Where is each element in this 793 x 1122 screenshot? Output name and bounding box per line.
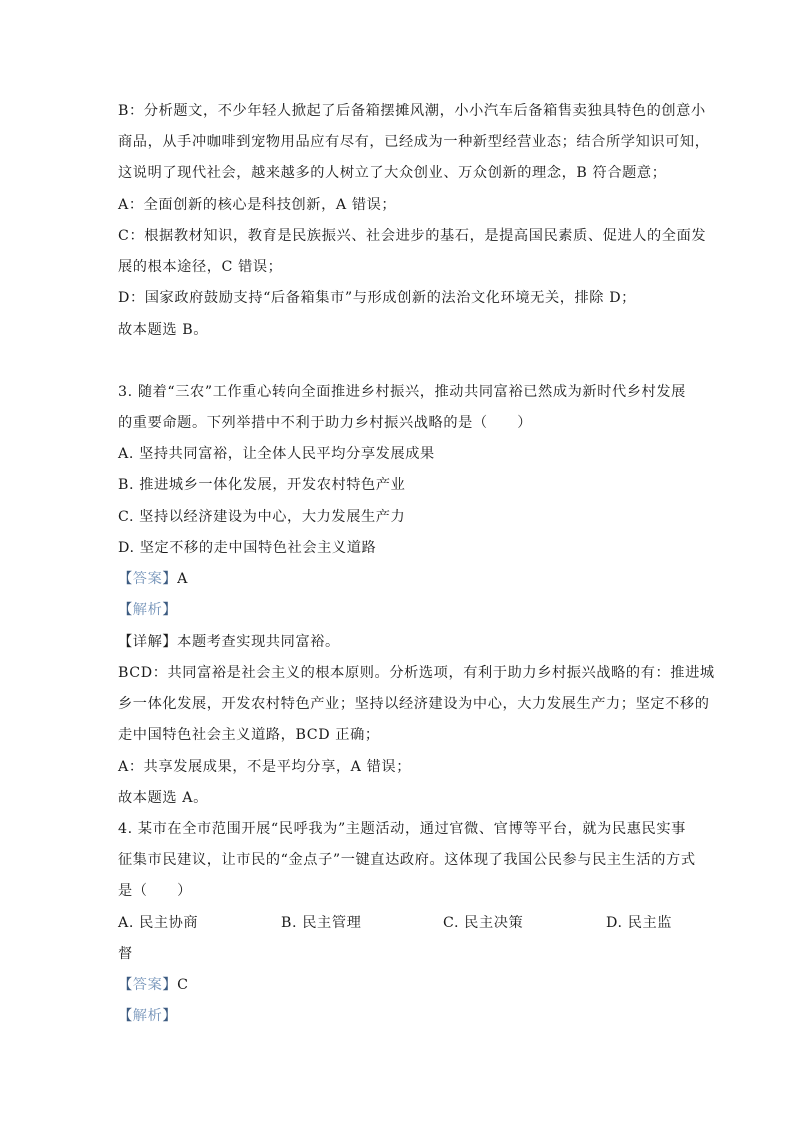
question4-analysis-heading — [118, 1006, 177, 1026]
question3-option-a: A. 坚持共同富裕，让全体人民平均分享发展成果 — [118, 446, 435, 462]
analysis-line: D：国家政府鼓励支持“后备箱集市”与形成创新的法治文化环境无关，排除 D； — [118, 290, 636, 306]
question4-option-b: B. 民主管理 — [281, 915, 362, 931]
detail-line: 走中国特色社会主义道路，BCD 正确； — [118, 727, 380, 743]
question3-detail — [118, 632, 340, 652]
question3-stem: 3. 随着“三农”工作重心转向全面推进乡村振兴，推动共同富裕已然成为新时代乡村发展 — [118, 384, 686, 400]
analysis-line: C：根据教材知识，教育是民族振兴、社会进步的基石，是提高国民素质、促进人的全面发 — [118, 228, 707, 244]
detail-label: 【详解】 — [118, 634, 178, 650]
question3-stem: 的重要命题。下列举措中不利于助力乡村振兴战略的是（ ） — [118, 415, 533, 431]
question4-stem: 征集市民建议，让市民的“金点子”一键直达政府。这体现了我国公民参与民主生活的方式 — [118, 852, 696, 868]
question3-analysis-heading — [118, 600, 177, 620]
analysis-line: 商品，从手冲咖啡到宠物用品应有尽有，已经成为一种新型经营业态；结合所学知识可知， — [118, 134, 710, 150]
analysis-label: 解析 — [132, 602, 163, 618]
conclusion-line: 故本题选 B。 — [118, 322, 209, 338]
bracket-open: 【 — [118, 571, 133, 587]
detail-line: 乡一体化发展，开发农村特色产业；坚持以经济建设为中心，大力发展生产力；坚定不移的 — [118, 696, 710, 712]
bracket-close: 】 — [162, 571, 178, 587]
answer-label: 答案 — [132, 977, 163, 993]
bracket-open: 【 — [118, 1008, 133, 1024]
question4-option-wrap: 督 — [118, 946, 133, 962]
question4-stem: 是（ ） — [118, 883, 192, 899]
question3-option-b: B. 推进城乡一体化发展，开发农村特色产业 — [118, 477, 406, 493]
answer-value: A — [177, 571, 189, 587]
question4-option-a: A. 民主协商 — [118, 915, 199, 931]
bracket-close: 】 — [162, 977, 178, 993]
question4-answer — [118, 975, 189, 995]
detail-line: BCD：共同富裕是社会主义的根本原则。分析选项，有利于助力乡村振兴战略的有：推进城 — [118, 665, 715, 681]
question3-option-d: D. 坚定不移的走中国特色社会主义道路 — [118, 540, 377, 556]
question4-option-d: D. 民主监 — [606, 915, 673, 931]
bracket-close: 】 — [162, 1008, 178, 1024]
analysis-line: A：全面创新的核心是科技创新，A 错误； — [118, 197, 397, 213]
detail-line: A：共享发展成果，不是平均分享，A 错误； — [118, 759, 411, 775]
bracket-open: 【 — [118, 977, 133, 993]
question3-answer — [118, 569, 188, 589]
analysis-label: 解析 — [132, 1008, 163, 1024]
analysis-line: 展的根本途径，C 错误； — [118, 259, 283, 275]
question3-option-c: C. 坚持以经济建设为中心，大力发展生产力 — [118, 509, 406, 525]
answer-value: C — [177, 977, 189, 993]
bracket-open: 【 — [118, 602, 133, 618]
question4-stem: 4. 某市在全市范围开展“民呼我为”主题活动，通过官微、官博等平台，就为民惠民实事 — [118, 821, 686, 837]
question4-option-c: C. 民主决策 — [443, 915, 524, 931]
analysis-line: 这说明了现代社会，越来越多的人树立了大众创业、万众创新的理念，B 符合题意； — [118, 165, 667, 181]
analysis-line: B：分析题文，不少年轻人掀起了后备箱摆摊风潮，小小汽车后备箱售卖独具特色的创意小 — [118, 103, 706, 119]
conclusion-line: 故本题选 A。 — [118, 790, 208, 806]
detail-text: 本题考查实现共同富裕。 — [177, 634, 340, 650]
bracket-close: 】 — [162, 602, 178, 618]
answer-label: 答案 — [132, 571, 163, 587]
